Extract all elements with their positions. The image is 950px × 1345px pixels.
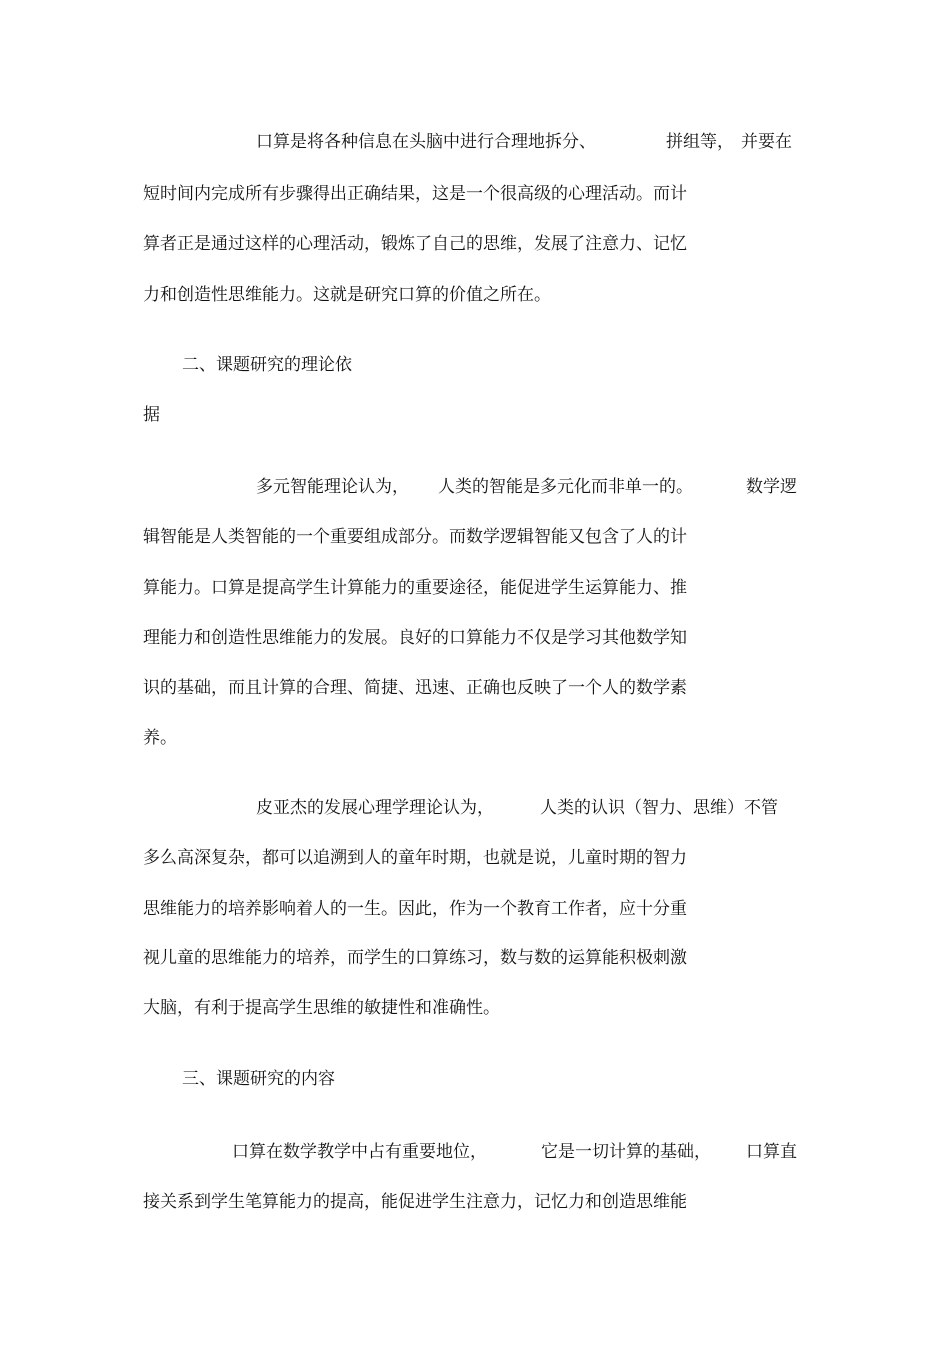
text-segment: 数学逻	[746, 477, 797, 497]
text-segment: 养。	[143, 728, 177, 748]
text-segment: 它是一切计算的基础，	[541, 1142, 711, 1162]
paragraph-line	[0, 476, 797, 498]
paragraph-line	[0, 947, 687, 969]
paragraph-line	[0, 727, 177, 749]
text-segment: 短时间内完成所有步骤得出正确结果，这是一个很高级的心理活动。而计	[143, 184, 687, 204]
paragraph-line	[0, 847, 687, 869]
text-segment: 皮亚杰的发展心理学理论认为，	[256, 798, 494, 818]
paragraph-line	[0, 1191, 687, 1213]
text-segment: 力和创造性思维能力。这就是研究口算的价值之所在。	[143, 285, 551, 305]
text-segment: 人类的认识（智力、思维）不管	[540, 798, 778, 818]
text-segment: 口算在数学教学中占有重要地位，	[232, 1142, 487, 1162]
text-segment: 视儿童的思维能力的培养，而学生的口算练习，数与数的运算能积极刺激	[143, 948, 687, 968]
text-segment: 拼组等，	[666, 132, 734, 152]
heading-line	[0, 1068, 335, 1090]
text-segment: 口算是将各种信息在头脑中进行合理地拆分、	[256, 132, 596, 152]
paragraph-line	[0, 284, 551, 306]
text-segment: 识的基础，而且计算的合理、简捷、迅速、正确也反映了一个人的数学素	[143, 678, 687, 698]
paragraph-line	[0, 526, 687, 548]
text-segment: 算者正是通过这样的心理活动，锻炼了自己的思维，发展了注意力、记忆	[143, 234, 687, 254]
text-segment: 多么高深复杂，都可以追溯到人的童年时期，也就是说，儿童时期的智力	[143, 848, 687, 868]
text-segment: 口算直	[746, 1142, 797, 1162]
paragraph-line	[0, 627, 687, 649]
paragraph-line	[0, 677, 687, 699]
text-segment: 并要在	[741, 132, 792, 152]
paragraph-line	[0, 183, 687, 205]
text-segment: 多元智能理论认为，	[256, 477, 409, 497]
paragraph-line	[0, 797, 778, 819]
text-segment: 思维能力的培养影响着人的一生。因此，作为一个教育工作者，应十分重	[143, 899, 687, 919]
heading-text: 二、课题研究的理论依	[182, 355, 352, 375]
paragraph-line	[0, 1141, 797, 1163]
text-segment: 接关系到学生笔算能力的提高，能促进学生注意力，记忆力和创造思维能	[143, 1192, 687, 1212]
heading-text: 三、课题研究的内容	[182, 1069, 335, 1089]
paragraph-line	[0, 233, 687, 255]
paragraph-line	[0, 898, 687, 920]
text-segment: 算能力。口算是提高学生计算能力的重要途径，能促进学生运算能力、推	[143, 578, 687, 598]
text-segment: 辑智能是人类智能的一个重要组成部分。而数学逻辑智能又包含了人的计	[143, 527, 687, 547]
text-segment: 大脑，有利于提高学生思维的敏捷性和准确性。	[143, 998, 500, 1018]
paragraph-line	[0, 997, 500, 1019]
text-segment: 理能力和创造性思维能力的发展。良好的口算能力不仅是学习其他数学知	[143, 628, 687, 648]
heading-text: 据	[143, 405, 160, 425]
paragraph-line	[0, 131, 792, 153]
heading-line	[0, 404, 160, 426]
paragraph-line	[0, 577, 687, 599]
text-segment: 人类的智能是多元化而非单一的。	[438, 477, 693, 497]
heading-line	[0, 354, 352, 376]
